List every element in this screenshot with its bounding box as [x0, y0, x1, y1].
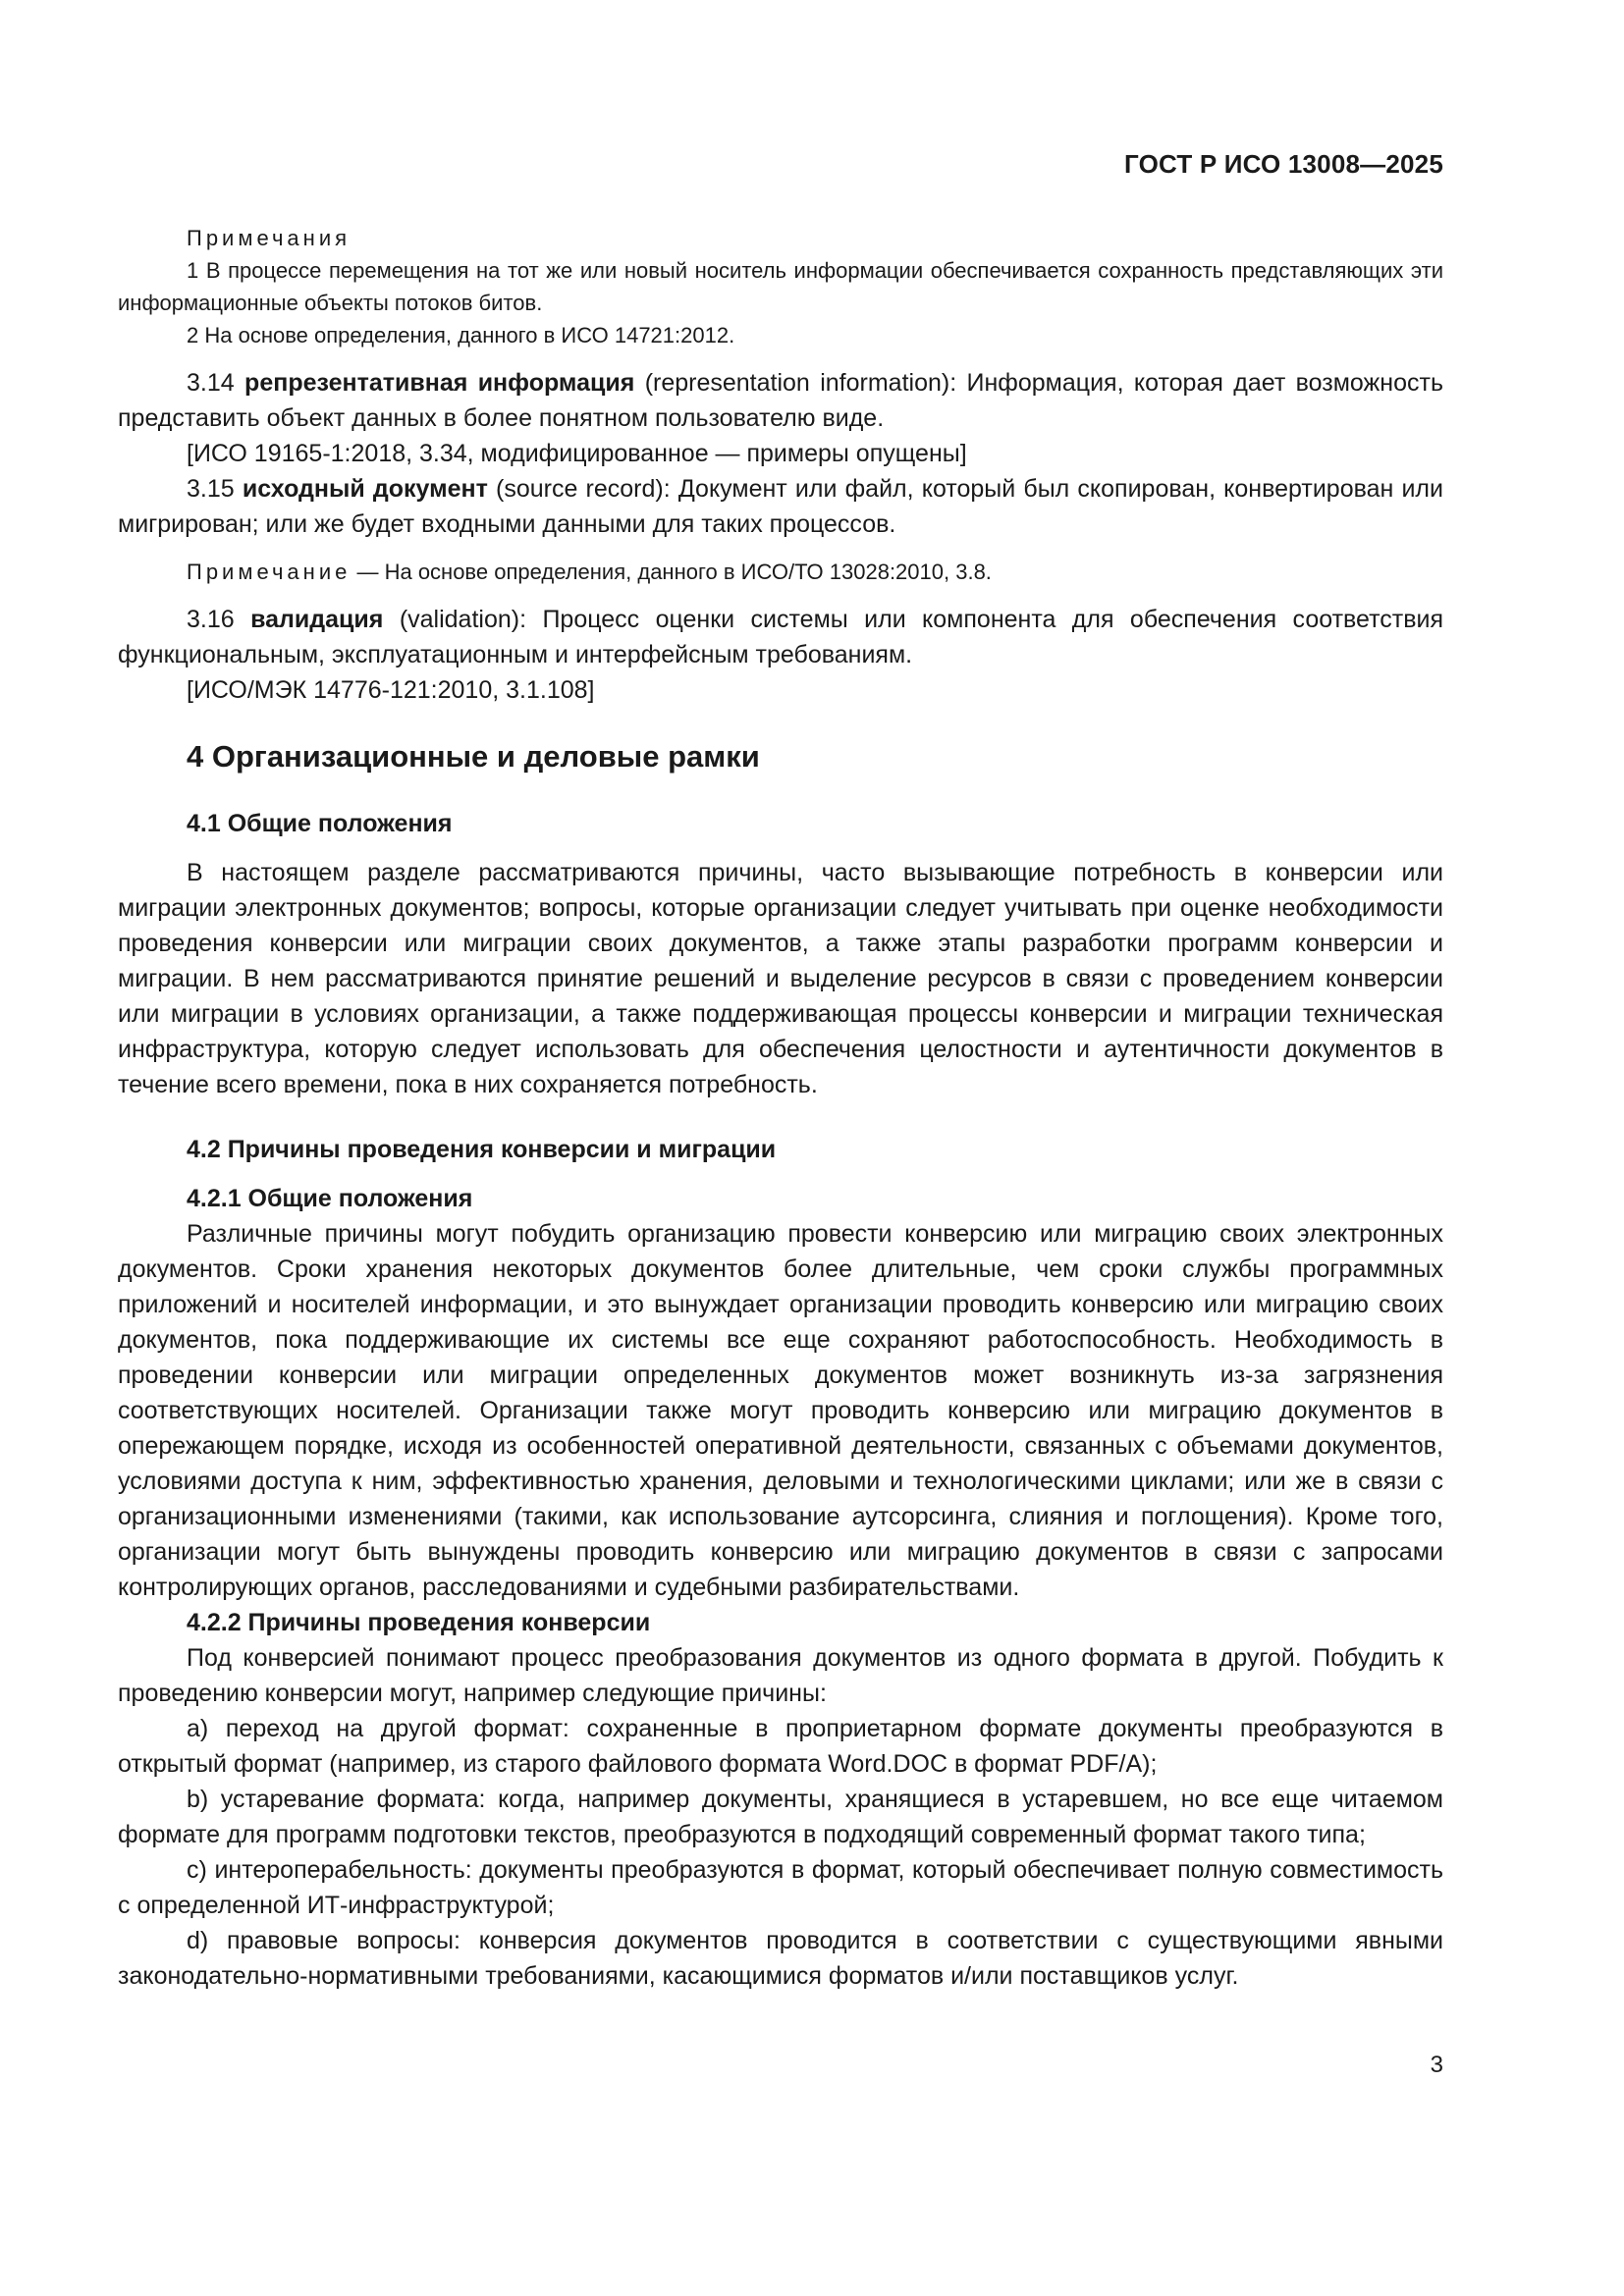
- list-item: a) переход на другой формат: сохраненные в проприетарном формате документы преобразуются в открытый формат (например, из старого файлового формата Word.DOC в формат PDF/A);: [118, 1715, 1443, 1778]
- definition-number: 3.15: [187, 475, 235, 503]
- definition-source: [ИСО/МЭК 14776-121:2010, 3.1.108]: [187, 676, 595, 704]
- section-4-2-1-heading: 4.2.1 Общие положения: [187, 1185, 473, 1212]
- definition-term: репрезентативная информация: [244, 369, 635, 397]
- definition-text: (source record): Документ или файл, который был скопирован, конвертирован или мигрирован; или же будет входными данными для таких процессов.: [118, 475, 1443, 538]
- definition-term: исходный документ: [242, 475, 488, 503]
- section-4-2-2-heading: 4.2.2 Причины проведения конверсии: [187, 1609, 651, 1636]
- section-4-1-text: В настоящем разделе рассматриваются причины, часто вызывающие потребность в конверсии или миграции электронных документов; вопросы, которые организации следует учитывать при оценке необходимости проведения конверсии или миграции своих документов, а также этапы разработки программ конверсии и миграции. В нем рассматриваются принятие решений и выделение ресурсов в связи с проведением конверсии или миграции в условиях организации, а также поддерживающая процессы конверсии и миграции техническая инфраструктура, которую следует использовать для обеспечения целостности и аутентичности документов в течение всего времени, пока в них сохраняется потребность.: [118, 859, 1443, 1098]
- section-4-2-heading: 4.2 Причины проведения конверсии и миграции: [187, 1136, 777, 1163]
- note-3-15: [118, 556, 1443, 588]
- notes-title: Примечания: [187, 226, 352, 250]
- definition-text: (validation): Процесс оценки системы или компонента для обеспечения соответствия функциональным, эксплуатационным и интерфейсным требованиям.: [118, 606, 1444, 668]
- section-4-2-1-text: Различные причины могут побудить организацию провести конверсию или миграцию своих электронных документов. Сроки хранения некоторых документов более длительные, чем сроки службы программных приложений и носителей информации, и это вынуждает организации проводить конверсию или миграцию своих документов, пока поддерживающие их системы все еще сохраняют работоспособность. Необходимость в проведении конверсии или миграции определенных документов может возникнуть из-за загрязнения соответствующих носителей. Организации также могут проводить конверсию или миграцию документов в опережающем порядке, исходя из особенностей оперативной деятельности, связанных с объемами документов, условиями доступа к ним, эффективностью хранения, деловыми и технологическими циклами; или же в связи с организационными изменениями (такими, как использование аутсорсинга, слияния и поглощения). Кроме того, организации могут быть вынуждены проводить конверсию или миграцию документов в связи с запросами контролирующих органов, расследованиями и судебными разбирательствами.: [118, 1220, 1443, 1601]
- note-item-2: 2 На основе определения, данного в ИСО 14721:2012.: [187, 323, 735, 347]
- document-header-id: ГОСТ Р ИСО 13008—2025: [1123, 149, 1443, 179]
- definition-3-15: [118, 471, 1443, 542]
- section-4-2-2-intro: Под конверсией понимают процесс преобразования документов из одного формата в другой. Побудить к проведению конверсии могут, например следующие причины:: [118, 1644, 1443, 1707]
- definition-3-14: [118, 365, 1443, 436]
- note-label: Примечание: [187, 560, 352, 584]
- list-item: d) правовые вопросы: конверсия документов проводится в соответствии с существующими явными законодательно-нормативными требованиями, касающимися форматов и/или поставщиков услуг.: [118, 1927, 1443, 1990]
- list-item: c) интероперабельность: документы преобразуются в формат, который обеспечивает полную совместимость с определенной ИТ-инфраструктурой;: [118, 1856, 1443, 1919]
- definition-source: [ИСО 19165-1:2018, 3.34, модифицированное — примеры опущены]: [187, 440, 967, 467]
- note-text: — На основе определения, данного в ИСО/ТО 13028:2010, 3.8.: [356, 560, 992, 584]
- definition-number: 3.14: [187, 369, 235, 397]
- definition-3-16: [118, 602, 1443, 672]
- note-item-1: 1 В процессе перемещения на тот же или новый носитель информации обеспечивается сохранность представляющих эти информационные объекты потоков битов.: [118, 258, 1443, 315]
- list-item: b) устаревание формата: когда, например документы, хранящиеся в устаревшем, но все еще читаемом формате для программ подготовки текстов, преобразуются в подходящий современный формат такого типа;: [118, 1786, 1443, 1848]
- page-content: [118, 222, 1443, 1994]
- section-4-heading: 4 Организационные и деловые рамки: [187, 739, 760, 774]
- definition-text: (representation information): Информация, которая дает возможность представить объект данных в более понятном пользователю виде.: [118, 369, 1443, 432]
- page-number: 3: [1430, 2052, 1443, 2078]
- definition-term: валидация: [250, 606, 384, 633]
- section-4-1-heading: 4.1 Общие положения: [187, 810, 453, 837]
- definition-number: 3.16: [187, 606, 235, 633]
